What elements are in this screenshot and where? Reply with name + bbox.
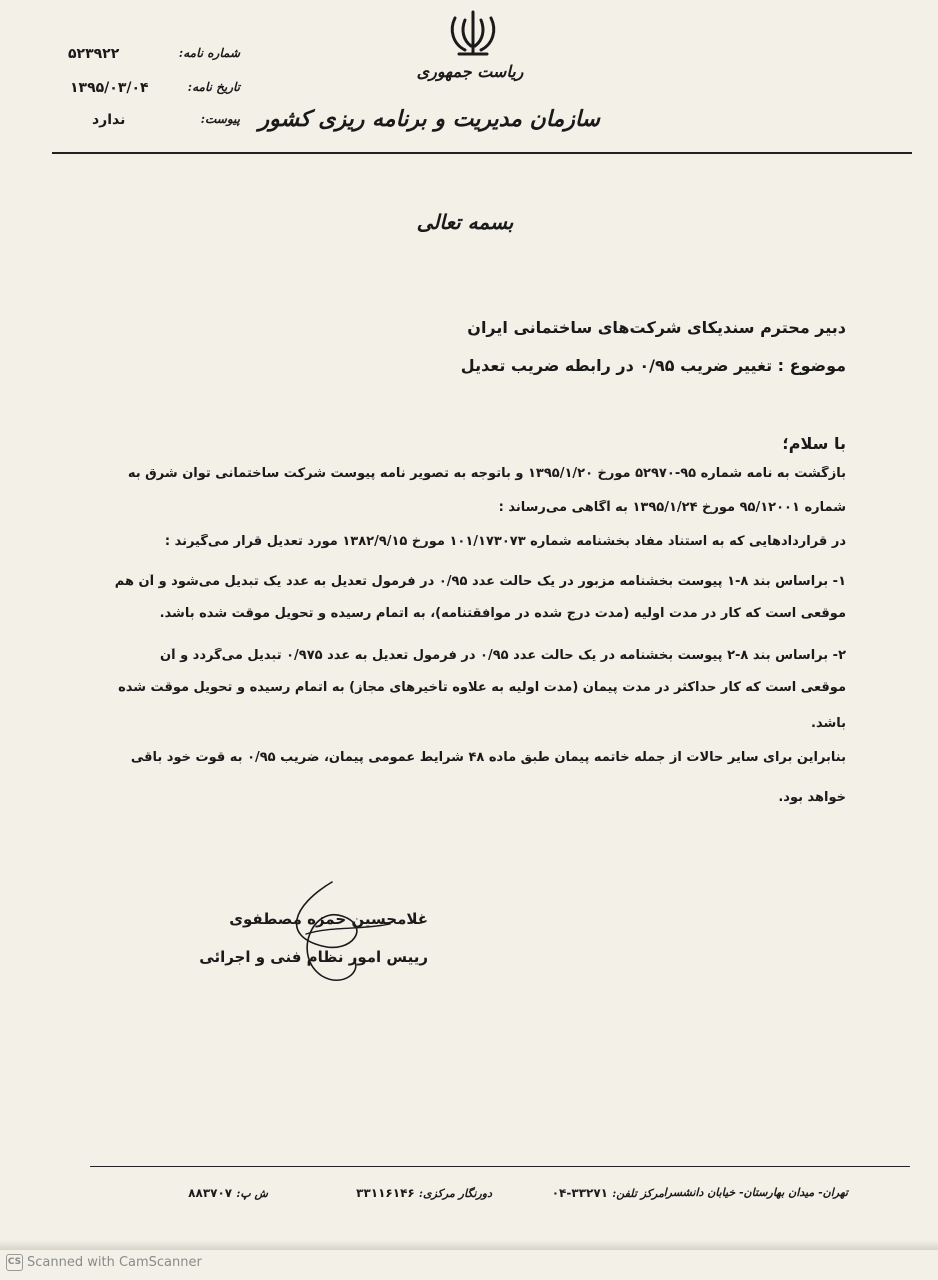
letter-number-row — [40, 46, 240, 70]
body-paragraph-line: بازگشت به نامه شماره ۹۵-۵۲۹۷۰ مورخ ۱۳۹۵/۱/۲۰ و باتوجه به تصویر نامه پیوست شرکت ساختمانی توان شرق به — [127, 466, 846, 481]
camscanner-text: Scanned with CamScanner — [27, 1255, 202, 1270]
letter-date-label: تاریخ نامه: — [187, 80, 240, 94]
phone-label: مرکز تلفن: — [612, 1187, 664, 1200]
attachment-label: پیوست: — [200, 112, 240, 126]
closing-line: خواهد بود. — [778, 790, 846, 805]
letter-date-row — [40, 80, 240, 104]
letter-number: ۵۲۳۹۲۲ — [68, 46, 120, 62]
letter-number-label: شماره نامه: — [178, 46, 240, 60]
signatory-name: غلامحسین حمزه مصطفوی — [229, 910, 428, 928]
attachment-value: ندارد — [92, 112, 126, 128]
closing-line: بنابراین برای سایر حالات از جمله خاتمه پیمان طبق ماده ۴۸ شرایط عمومی پیمان، ضریب ۰/۹۵ به قوت خود باقی — [130, 750, 846, 765]
phone-value: ۳۳۲۷۱-۰۴ — [551, 1186, 608, 1200]
camscanner-logo-icon: CS — [6, 1254, 23, 1271]
salutation: با سلام؛ — [782, 434, 846, 453]
iran-emblem-icon — [445, 8, 501, 58]
fax-value: ۳۳۱۱۶۱۴۶ — [356, 1186, 415, 1200]
clause-1-line: ۱- براساس بند ۸-۱ پیوست بخشنامه مزبور در یک حالت عدد ۰/۹۵ در فرمول تعدیل به عدد یک تبدیل می‌شود و آن هم — [114, 574, 846, 589]
signatory-title: رییس امور نظام فنی و اجرائی — [199, 948, 428, 966]
subject-line: موضوع : تغییر ضریب ۰/۹۵ در رابطه ضریب تعدیل — [460, 356, 846, 375]
scan-edge-shadow — [0, 1240, 938, 1250]
body-paragraph-line: شماره ۹۵/۱۲۰۰۱ مورخ ۱۳۹۵/۱/۲۴ به آگاهی می‌رساند : — [498, 500, 846, 515]
clause-1-line: موقعی است که کار در مدت اولیه (مدت درج شده در موافقتنامه)، به اتمام رسیده و تحویل موقت شده باشد. — [159, 606, 846, 621]
bismillah: بسمه تعالی — [416, 210, 514, 234]
clause-2-line: باشد. — [811, 716, 846, 731]
clause-2-line: موقعی است که کار حداکثر در مدت پیمان (مدت اولیه به علاوه تأخیرهای مجاز) به اتمام رسیده و تحویل موقت شده — [118, 680, 846, 695]
footer-postal — [188, 1186, 268, 1200]
camscanner-watermark — [6, 1254, 202, 1271]
footer-fax — [356, 1186, 492, 1200]
body-paragraph-line: در قراردادهایی که به استناد مفاد بخشنامه شماره ۱۰۱/۱۷۳۰۷۳ مورخ ۱۳۸۲/۹/۱۵ مورد تعدیل قرار می‌گیرند : — [164, 534, 846, 549]
presidency-title: ریاست جمهوری — [416, 62, 524, 81]
fax-label: دورنگار مرکزی: — [418, 1187, 492, 1200]
recipient: دبیر محترم سندیکای شرکت‌های ساختمانی ایران — [467, 318, 846, 337]
postal-value: ۸۸۳۷۰۷ — [188, 1186, 233, 1200]
handwritten-signature — [262, 876, 402, 996]
postal-label: ش پ: — [236, 1187, 268, 1200]
letter-date: ۱۳۹۵/۰۳/۰۴ — [70, 80, 149, 96]
clause-2-line: ۲- براساس بند ۸-۲ پیوست بخشنامه در یک حالت عدد ۰/۹۵ در فرمول تعدیل به عدد ۰/۹۷۵ تبدیل می‌گردد و آن — [160, 648, 846, 663]
header-divider — [52, 152, 912, 154]
organization-name: سازمان مدیریت و برنامه ریزی کشور — [258, 106, 600, 132]
attachment-row — [40, 112, 240, 136]
footer-address: تهران- میدان بهارستان- خیابان دانشسرا — [663, 1186, 848, 1199]
footer-divider — [90, 1166, 910, 1167]
footer-phone — [552, 1186, 664, 1200]
